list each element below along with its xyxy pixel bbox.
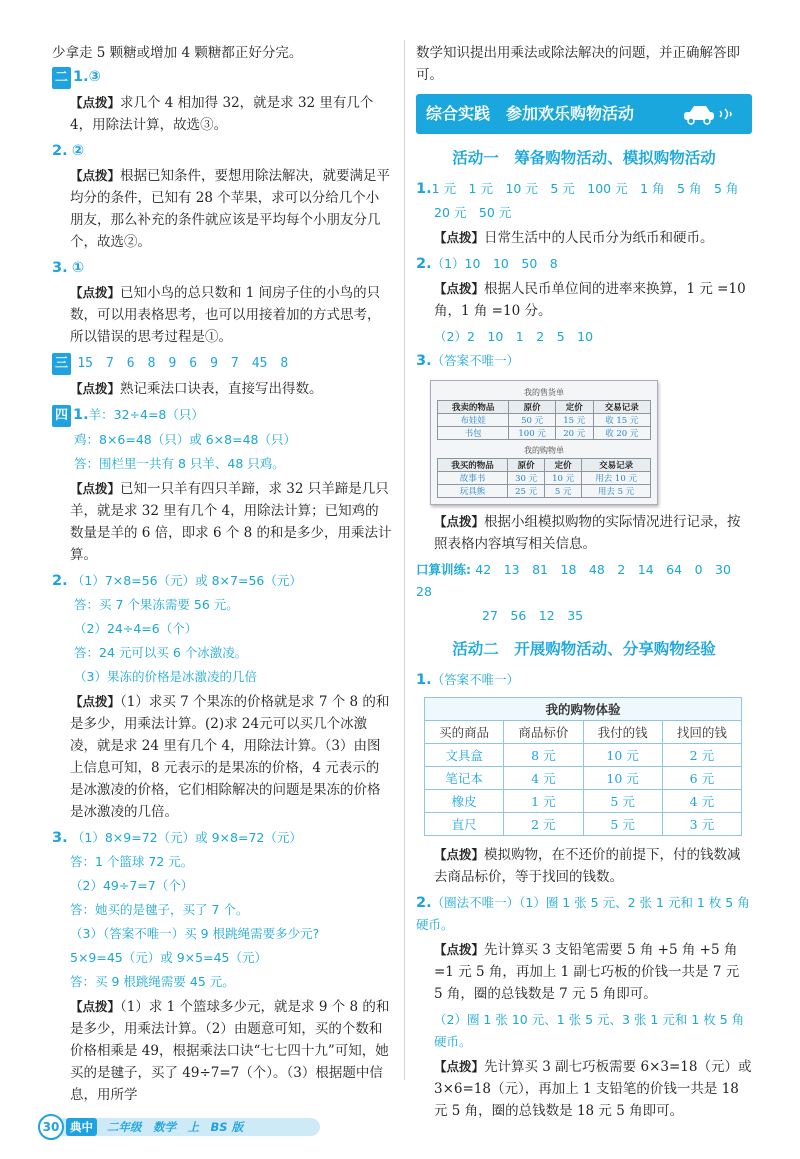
hint-tag: 【点拨】 [70,95,121,110]
hint-text: 已知小鸟的总只数和 1 间房子住的小鸟的只数，可以用表格思考，也可以用接着加的方式思考，所以错误的思考过程是①。 [70,285,381,345]
table-cell: 5 元 [545,485,582,498]
table-cell: 收 15 元 [593,414,650,427]
brand-logo: 典中 [66,1118,97,1136]
table-header: 商品标价 [504,721,583,744]
table-cell: 2 元 [662,744,741,767]
table-cell: 2 元 [504,813,583,836]
question-number: 3. [52,260,68,276]
hint [416,844,752,888]
table-cell: 收 20 元 [593,427,650,440]
hint [52,691,392,823]
question-number: 1. [73,69,89,85]
answer: （圈法不唯一）（1）圈 1 张 5 元、2 张 1 元和 1 枚 5 角硬币。 [416,895,750,932]
hint-tag: 【点拨】 [434,281,485,296]
answer: 答：围栏里一共有 8 只羊、48 只鸡。 [74,456,285,471]
hint [52,996,392,1106]
answer: ③ [88,69,101,85]
table-header: 我卖的物品 [438,401,509,414]
hint-text: 根据小组模拟购物的实际情况进行记录，按照表格内容填写相关信息。 [434,514,741,552]
oral-answers: 42 13 81 18 48 2 14 64 0 30 28 [416,562,744,599]
question-number: 2. [416,256,432,272]
answer: 鸡：8×6=48（只）或 6×8=48（只） [74,432,296,447]
question-number: 2. [416,895,432,911]
section-banner [416,94,752,134]
answer: （1）8×9=72（元）或 9×8=72（元） [71,830,302,845]
table-row [425,767,742,790]
table-cell: 8 元 [504,744,583,767]
hint-text: 已知一只羊有四只羊蹄，求 32 只羊蹄是几只羊，就是求 32 里有几个 4，用除法计算；已知鸡的数量是羊的 6 倍，即求 6 个 8 的和是多少，用乘法计算。 [70,481,392,563]
hint-text: 先计算买 3 副七巧板需要 6×3=18（元）或 3×6=18（元），再加上 1 支铅笔的价钱一共是 18 元 5 角，圈的总钱数是 18 元 5 角即可。 [434,1059,752,1119]
answer: ① [71,260,85,276]
table-cell: 100 元 [509,427,556,440]
table-cell: 用去 5 元 [582,485,651,498]
hint [416,278,752,322]
table-cell: 故事书 [438,472,508,485]
answer: 答：买 7 个果冻需要 56 元。 [74,597,239,612]
section-badge: 四 [52,405,71,427]
table-cell: 10 元 [583,744,662,767]
table-row [438,414,651,427]
table-header: 定价 [555,401,593,414]
table-header: 原价 [509,401,556,414]
table-cell: 50 元 [509,414,556,427]
hint-tag: 【点拨】 [70,168,121,183]
buy-table [437,458,651,498]
question [416,892,752,936]
table-row [425,744,742,767]
table-row [438,472,651,485]
page-number: 30 [38,1114,64,1140]
table-title: 我的购物体验 [425,698,742,721]
question [416,669,752,691]
section-badge: 三 [52,353,71,375]
table-cell: 30 元 [508,472,545,485]
table-header: 我买的物品 [438,459,508,472]
table-row [438,485,651,498]
hint-tag: 【点拨】 [70,694,121,709]
table-header: 交易记录 [582,459,651,472]
table-row [438,427,651,440]
hint-text: 模拟购物，在不还价的前提下，付的钱数减去商品标价，等于找回的钱数。 [434,847,741,885]
question [52,404,392,427]
hint-text: 先计算买 3 支铅笔需要 5 角 +5 角 +5 角 =1 元 5 角，再加上 1 副七巧板的价钱一共是 7 元 5 角，圈的总钱数是 7 元 5 角即可。 [434,942,740,1002]
table-header-row [438,459,651,472]
answer: （2）圈 1 张 10 元、1 张 5 元、3 张 1 元和 1 枚 5 角硬币。 [434,1012,745,1049]
footer-bar [58,1118,320,1136]
hint [416,939,752,1005]
answer: 答：1 个篮球 72 元。 [70,854,194,869]
hint-tag: 【点拨】 [70,381,121,396]
hint-tag: 【点拨】 [70,285,121,300]
question [52,570,392,592]
hint-text: 根据人民币单位间的进率来换算，1 元 =10 角，1 角 =10 分。 [434,281,746,319]
hint-text: 根据已知条件，要想用除法解决，就要满足平均分的条件，已知有 28 个苹果，求可以分给几个小朋友，那么补充的条件就应该是平均每个小朋友分几个，故选②。 [70,168,391,250]
answer: （3）（答案不唯一）买 9 根跳绳需要多少元? [70,926,320,941]
question [52,140,392,162]
section-badge: 二 [52,67,71,89]
answer: （1）7×8=56（元）或 8×7=56（元） [71,573,302,588]
hint [416,1056,752,1122]
question [52,66,392,89]
answer: （答案不唯一） [431,353,520,368]
answer: （2）2 10 1 2 5 10 [434,329,594,344]
question [416,253,752,275]
table-header: 找回的钱 [662,721,741,744]
table-cell: 4 元 [662,790,741,813]
table-header: 原价 [508,459,545,472]
answer: （2）24÷4=6（个） [74,621,198,636]
hint [52,92,392,136]
table-cell: 3 元 [662,813,741,836]
table-cell: 25 元 [508,485,545,498]
activity-title: 活动二 开展购物活动、分享购物经验 [452,640,716,658]
answer: 20 元 50 元 [434,205,512,220]
hint [416,227,752,249]
question-number: 1. [73,407,89,423]
hint-tag: 【点拨】 [434,942,485,957]
text-line: 少拿走 5 颗糖或增加 4 颗糖都正好分完。 [52,45,303,61]
answer: 15 7 6 8 9 6 9 7 45 8 [77,356,289,371]
table-cell: 15 元 [555,414,593,427]
shopping-ledger-image [430,380,658,505]
answer: （2）49÷7=7（个） [70,878,194,893]
table-cell: 布娃娃 [438,414,509,427]
oral-answers: 27 56 12 35 [482,608,584,623]
table-cell: 笔记本 [425,767,504,790]
table-cell: 橡皮 [425,790,504,813]
question-number: 3. [52,830,68,846]
table-cell: 10 元 [545,472,582,485]
oral-training [416,559,752,603]
table-header-row [425,721,742,744]
table-header: 我付的钱 [583,721,662,744]
table-cell: 6 元 [662,767,741,790]
hint [52,478,392,566]
table-cell: 直尺 [425,813,504,836]
table-cell: 玩具熊 [438,485,508,498]
hint-text: 熟记乘法口诀表，直接写出得数。 [120,381,323,397]
hint-tag: 【点拨】 [434,230,485,245]
table-cell: 4 元 [504,767,583,790]
hint [52,378,392,400]
hint-text: （1）求 1 个篮球多少元，就是求 9 个 8 的和是多少，用乘法计算。（2）由题意可知，买的个数和价格相乘是 49，根据乘法口诀“七七四十九”可知，她买的是毽子，买了 49÷7=7（个）。（3）根据题中信息，用所学 [70,999,390,1103]
answer: 答：买 9 根跳绳需要 45 元。 [70,974,235,989]
hint-text: 求几个 4 相加得 32，就是求 32 里有几个 4，用除法计算，故选③。 [70,95,374,133]
table-cell: 5 元 [583,790,662,813]
hint-tag: 【点拨】 [434,1059,485,1074]
table-cell: 1 元 [504,790,583,813]
table-header-row [438,401,651,414]
answer: 答：24 元可以买 6 个冰激凌。 [74,645,248,660]
hint-tag: 【点拨】 [70,999,121,1014]
table-row [425,813,742,836]
activity-title: 活动一 筹备购物活动、模拟购物活动 [452,149,716,167]
question [52,827,392,849]
hint-tag: 【点拨】 [434,847,485,862]
text-line: 数学知识提出用乘法或除法解决的问题，并正确解答即可。 [416,45,740,83]
question-number: 1. [416,181,432,197]
answer: （1）10 10 50 8 [431,256,558,271]
oral-label: 口算训练: [416,562,471,577]
table-cell: 文具盒 [425,744,504,767]
hint-tag: 【点拨】 [434,514,485,529]
hint-tag: 【点拨】 [70,481,121,496]
question-number: 2. [52,143,68,159]
answer: 羊：32÷4=8（只） [88,407,204,422]
table-cell: 20 元 [555,427,593,440]
answer: ② [71,143,85,159]
table-row [425,790,742,813]
footer-grade: 二年级 数学 上 BS 版 [107,1120,244,1134]
table-cell: 书包 [438,427,509,440]
left-column [52,40,392,1110]
question [52,257,392,279]
ledger-caption: 我的售货单 [524,388,564,397]
answer: 5×9=45（元）或 9×5=45（元） [70,950,267,965]
shopping-experience-table [424,697,742,836]
table-cell: 用去 10 元 [582,472,651,485]
question [52,352,392,375]
column-divider [404,40,405,1080]
table-header: 交易记录 [593,401,650,414]
hint-text: （1）求买 7 个果冻的价格就是求 7 个 8 的和是多少，用乘法计算。(2)求 24元可以买几个冰激凌，就是求 24 里有几个 4，用除法计算。（3）由图上信息可知，8 元表示的是果冻的价格，4 元表示的是冰激凌的价格，它们相除解决的问题是果冻的价格是冰激凌的几倍。 [70,694,390,820]
table-title-row [425,698,742,721]
table-cell: 5 元 [583,813,662,836]
car-icon [682,103,742,125]
hint [52,282,392,348]
hint-text: 日常生活中的人民币分为纸币和硬币。 [484,230,714,246]
right-column [416,40,752,1126]
table-cell: 10 元 [583,767,662,790]
ledger-caption: 我的购物单 [524,446,564,455]
question [416,178,752,200]
sell-table [437,400,651,440]
banner-title: 综合实践 参加欢乐购物活动 [426,104,635,123]
page-footer [28,1114,318,1140]
table-header: 定价 [545,459,582,472]
answer: 答：她买的是毽子，买了 7 个。 [70,902,249,917]
hint [52,165,392,253]
answer: 1 元 1 元 10 元 5 元 100 元 1 角 5 角 5 角 [431,181,739,196]
table-header: 买的商品 [425,721,504,744]
question-number: 1. [416,672,432,688]
hint [416,511,752,555]
answer: （答案不唯一） [431,672,520,687]
question [416,350,752,372]
question-number: 2. [52,573,68,589]
question-number: 3. [416,353,432,369]
answer: （3）果冻的价格是冰激凌的几倍 [74,669,257,684]
